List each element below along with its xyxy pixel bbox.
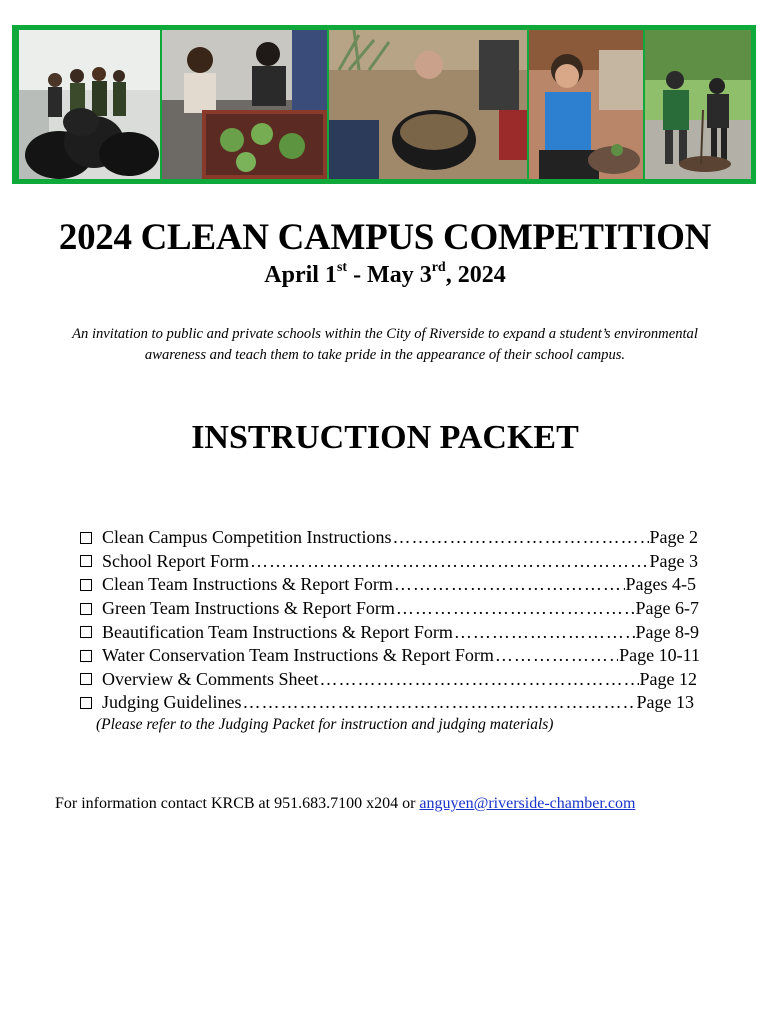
contact-email-link[interactable]: anguyen@riverside-chamber.com [419,795,636,812]
photo-students-planting-tree [645,30,751,179]
dates-middle: - May 3 [347,262,432,288]
intro-paragraph: An invitation to public and private schools within the City of Riverside to expand a student’s environmental awareness and teach them to take pride in the appearance of their school campus. [72,326,698,363]
toc-item-page: Page 6-7 [635,598,699,619]
toc-item [80,644,710,668]
toc-item-page: Page 12 [639,668,697,689]
checkbox-icon[interactable] [80,555,92,567]
toc-item-page: Page 10-11 [619,645,700,666]
dot-leader [495,645,618,666]
dot-leader [394,574,625,595]
dot-leader [396,598,635,619]
toc-item [80,691,710,715]
checkbox-icon[interactable] [80,579,92,591]
checkbox-icon[interactable] [80,697,92,709]
toc-item [80,668,710,692]
toc-item-page: Page 13 [636,692,694,713]
photo-banner [12,25,756,184]
toc-item [80,620,710,644]
toc-item-page: Page 3 [649,550,698,571]
checkbox-icon[interactable] [80,532,92,544]
checkbox-icon[interactable] [80,626,92,638]
toc-item-label: Overview & Comments Sheet [102,668,319,689]
toc-item [80,597,710,621]
dot-leader [319,669,638,690]
dot-leader [250,551,649,572]
toc-item-label: Green Team Instructions & Report Form [102,598,395,619]
dates-year: , 2024 [445,262,506,288]
photo-students-potting-plant [329,30,527,179]
table-of-contents [80,526,710,715]
contact-line [55,795,635,813]
toc-item [80,573,710,597]
toc-item-label: School Report Form [102,550,249,571]
judging-packet-note: (Please refer to the Judging Packet for instruction and judging materials) [96,716,554,733]
contact-text: For information contact KRCB at 951.683.7100 x204 or [55,795,420,812]
toc-item-page: Pages 4-5 [625,574,696,595]
toc-item-label: Water Conservation Team Instructions & Report Form [102,645,494,666]
photo-boy-planting [529,30,643,179]
checkbox-icon[interactable] [80,603,92,615]
dot-leader [454,622,635,643]
toc-item-label: Beautification Team Instructions & Report Form [102,621,453,642]
dates-start: April 1 [264,262,337,288]
checkbox-icon[interactable] [80,650,92,662]
competition-dates [0,262,770,289]
toc-item [80,526,710,550]
checkbox-icon[interactable] [80,673,92,685]
dot-leader [243,692,636,713]
photo-students-trash-bags [19,30,160,179]
document-title: 2024 CLEAN CAMPUS COMPETITION [58,217,712,258]
toc-item-label: Clean Team Instructions & Report Form [102,574,393,595]
toc-item-page: Page 2 [649,527,698,548]
dates-start-suffix: st [336,260,348,275]
dates-end-suffix: rd [431,260,446,275]
toc-item-label: Clean Campus Competition Instructions [102,527,392,548]
dot-leader [392,527,648,548]
toc-item-label: Judging Guidelines [102,692,242,713]
photo-students-planting-seedlings [162,30,327,179]
toc-item-page: Page 8-9 [635,621,699,642]
section-heading: INSTRUCTION PACKET [191,419,579,456]
toc-item [80,550,710,574]
